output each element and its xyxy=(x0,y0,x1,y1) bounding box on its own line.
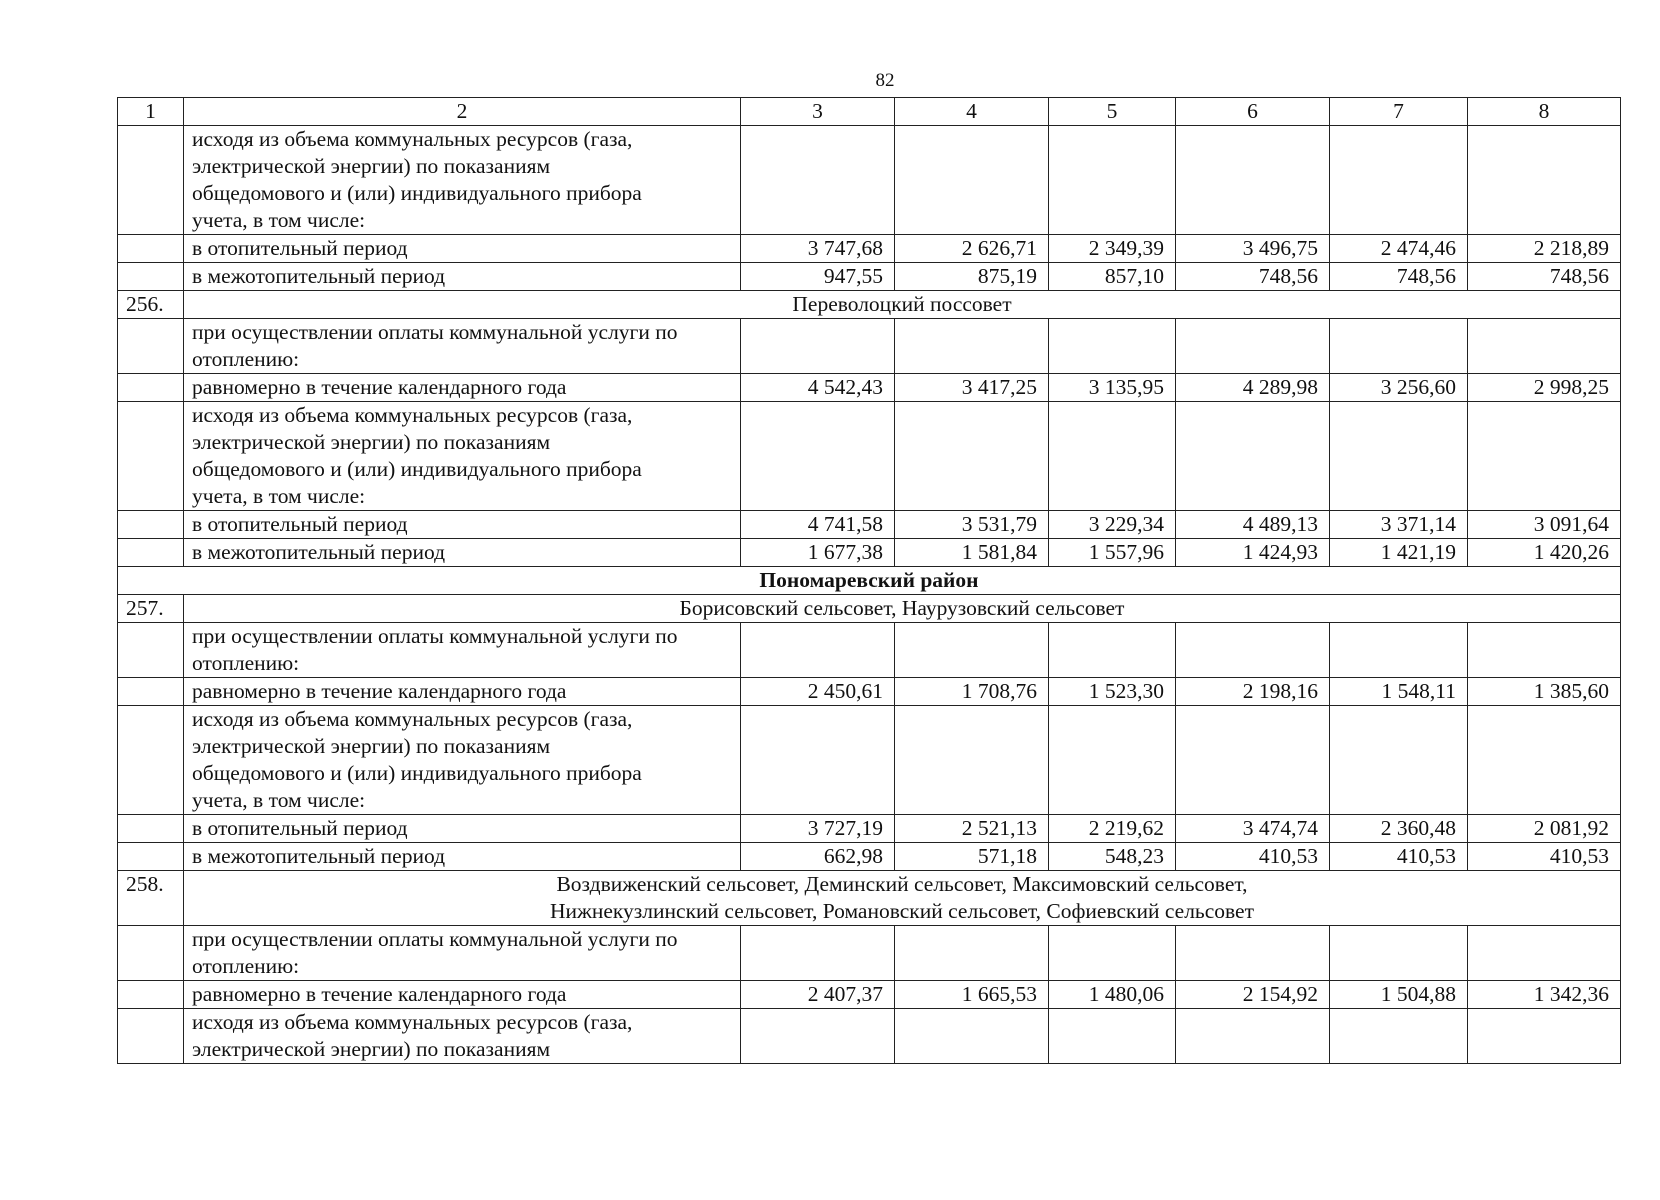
row-index xyxy=(118,539,184,567)
row-index xyxy=(118,374,184,402)
value-cell: 2 218,89 xyxy=(1468,235,1621,263)
table-row xyxy=(118,678,1621,706)
page-number: 82 xyxy=(875,70,895,91)
value-cell: 4 289,98 xyxy=(1176,374,1330,402)
column-header: 7 xyxy=(1330,98,1468,126)
empty-value-cell xyxy=(895,402,1049,511)
value-cell: 410,53 xyxy=(1330,843,1468,871)
empty-value-cell xyxy=(1176,926,1330,981)
value-cell: 1 480,06 xyxy=(1049,981,1176,1009)
table-row xyxy=(118,843,1621,871)
value-cell: 1 424,93 xyxy=(1176,539,1330,567)
value-cell: 1 557,96 xyxy=(1049,539,1176,567)
row-description xyxy=(184,1009,741,1064)
row-label: в межотопительный период xyxy=(184,843,741,871)
empty-value-cell xyxy=(1049,402,1176,511)
settlement-row xyxy=(118,595,1621,623)
description-row xyxy=(118,319,1621,374)
empty-value-cell xyxy=(1330,402,1468,511)
row-label: равномерно в течение календарного года xyxy=(184,374,741,402)
empty-value-cell xyxy=(741,402,895,511)
column-header: 6 xyxy=(1176,98,1330,126)
row-index xyxy=(118,843,184,871)
empty-value-cell xyxy=(1049,623,1176,678)
value-cell: 1 708,76 xyxy=(895,678,1049,706)
empty-value-cell xyxy=(741,319,895,374)
value-cell: 2 081,92 xyxy=(1468,815,1621,843)
table-row xyxy=(118,374,1621,402)
value-cell: 748,56 xyxy=(1176,263,1330,291)
value-cell: 2 998,25 xyxy=(1468,374,1621,402)
empty-value-cell xyxy=(1049,126,1176,235)
empty-value-cell xyxy=(895,926,1049,981)
column-header: 3 xyxy=(741,98,895,126)
row-label: в отопительный период xyxy=(184,815,741,843)
row-index xyxy=(118,319,184,374)
value-cell: 2 450,61 xyxy=(741,678,895,706)
settlement-title xyxy=(184,871,1621,926)
value-cell: 1 665,53 xyxy=(895,981,1049,1009)
description-row xyxy=(118,623,1621,678)
value-cell: 3 135,95 xyxy=(1049,374,1176,402)
value-cell: 1 581,84 xyxy=(895,539,1049,567)
value-cell: 3 371,14 xyxy=(1330,511,1468,539)
value-cell: 947,55 xyxy=(741,263,895,291)
row-label: в межотопительный период xyxy=(184,539,741,567)
empty-value-cell xyxy=(1330,623,1468,678)
value-cell: 3 091,64 xyxy=(1468,511,1621,539)
description-row xyxy=(118,402,1621,511)
description-text: исходя из объема коммунальных ресурсов (газа, электрической энергии) по показаниям общедомового и (или) индивидуального прибора учета, в том числе: xyxy=(192,403,642,508)
row-index xyxy=(118,263,184,291)
description-row xyxy=(118,706,1621,815)
description-text: при осуществлении оплаты коммунальной услуги по отоплению: xyxy=(192,927,678,978)
row-label: равномерно в течение календарного года xyxy=(184,678,741,706)
description-row xyxy=(118,926,1621,981)
empty-value-cell xyxy=(895,706,1049,815)
column-header: 5 xyxy=(1049,98,1176,126)
row-index xyxy=(118,981,184,1009)
row-index xyxy=(118,402,184,511)
value-cell: 2 626,71 xyxy=(895,235,1049,263)
description-row xyxy=(118,126,1621,235)
row-index xyxy=(118,706,184,815)
settlement-title xyxy=(184,291,1621,319)
value-cell: 3 474,74 xyxy=(1176,815,1330,843)
settlement-name: Воздвиженский сельсовет, Деминский сельсовет, Максимовский сельсовет, Нижнекузлинский сельсовет, Романовский сельсовет, Софиевский сельсовет xyxy=(549,872,1254,923)
empty-value-cell xyxy=(1468,402,1621,511)
value-cell: 548,23 xyxy=(1049,843,1176,871)
table-header-row xyxy=(118,98,1621,126)
empty-value-cell xyxy=(1176,319,1330,374)
value-cell: 748,56 xyxy=(1468,263,1621,291)
empty-value-cell xyxy=(1330,319,1468,374)
value-cell: 4 542,43 xyxy=(741,374,895,402)
value-cell: 3 229,34 xyxy=(1049,511,1176,539)
value-cell: 2 360,48 xyxy=(1330,815,1468,843)
value-cell: 3 256,60 xyxy=(1330,374,1468,402)
table-row xyxy=(118,511,1621,539)
description-text: при осуществлении оплаты коммунальной услуги по отоплению: xyxy=(192,624,678,675)
empty-value-cell xyxy=(1468,926,1621,981)
empty-value-cell xyxy=(895,319,1049,374)
row-label: в межотопительный период xyxy=(184,263,741,291)
row-index: 257. xyxy=(118,595,184,623)
empty-value-cell xyxy=(895,1009,1049,1064)
empty-value-cell xyxy=(1049,706,1176,815)
row-description xyxy=(184,926,741,981)
empty-value-cell xyxy=(1468,1009,1621,1064)
empty-value-cell xyxy=(741,926,895,981)
table-row xyxy=(118,815,1621,843)
value-cell: 662,98 xyxy=(741,843,895,871)
description-text: исходя из объема коммунальных ресурсов (газа, электрической энергии) по показаниям общедомового и (или) индивидуального прибора учета, в том числе: xyxy=(192,127,642,232)
value-cell: 4 741,58 xyxy=(741,511,895,539)
row-index xyxy=(118,126,184,235)
row-description xyxy=(184,706,741,815)
value-cell: 3 747,68 xyxy=(741,235,895,263)
settlement-name: Борисовский сельсовет, Наурузовский сельсовет xyxy=(679,596,1125,620)
table-row xyxy=(118,263,1621,291)
empty-value-cell xyxy=(1468,623,1621,678)
value-cell: 1 677,38 xyxy=(741,539,895,567)
value-cell: 2 198,16 xyxy=(1176,678,1330,706)
table-row xyxy=(118,235,1621,263)
value-cell: 748,56 xyxy=(1330,263,1468,291)
row-index xyxy=(118,678,184,706)
row-index xyxy=(118,926,184,981)
empty-value-cell xyxy=(1468,706,1621,815)
empty-value-cell xyxy=(1330,126,1468,235)
value-cell: 1 421,19 xyxy=(1330,539,1468,567)
row-index xyxy=(118,235,184,263)
value-cell: 2 521,13 xyxy=(895,815,1049,843)
value-cell: 571,18 xyxy=(895,843,1049,871)
empty-value-cell xyxy=(1176,126,1330,235)
empty-value-cell xyxy=(1049,926,1176,981)
value-cell: 875,19 xyxy=(895,263,1049,291)
value-cell: 1 548,11 xyxy=(1330,678,1468,706)
column-header: 4 xyxy=(895,98,1049,126)
empty-value-cell xyxy=(1049,319,1176,374)
table-row xyxy=(118,981,1621,1009)
value-cell: 2 349,39 xyxy=(1049,235,1176,263)
row-label: в отопительный период xyxy=(184,511,741,539)
column-header: 8 xyxy=(1468,98,1621,126)
settlement-row xyxy=(118,871,1621,926)
value-cell: 1 342,36 xyxy=(1468,981,1621,1009)
value-cell: 2 154,92 xyxy=(1176,981,1330,1009)
value-cell: 3 727,19 xyxy=(741,815,895,843)
description-row xyxy=(118,1009,1621,1064)
value-cell: 1 385,60 xyxy=(1468,678,1621,706)
settlement-title xyxy=(184,595,1621,623)
empty-value-cell xyxy=(1330,926,1468,981)
description-text: при осуществлении оплаты коммунальной услуги по отоплению: xyxy=(192,320,678,371)
empty-value-cell xyxy=(1049,1009,1176,1064)
row-description xyxy=(184,623,741,678)
empty-value-cell xyxy=(1176,1009,1330,1064)
value-cell: 410,53 xyxy=(1468,843,1621,871)
column-header: 1 xyxy=(118,98,184,126)
value-cell: 410,53 xyxy=(1176,843,1330,871)
empty-value-cell xyxy=(1468,319,1621,374)
value-cell: 2 474,46 xyxy=(1330,235,1468,263)
tariff-table xyxy=(117,97,1621,1064)
empty-value-cell xyxy=(1330,706,1468,815)
empty-value-cell xyxy=(741,126,895,235)
row-index: 256. xyxy=(118,291,184,319)
settlement-row xyxy=(118,291,1621,319)
value-cell: 1 504,88 xyxy=(1330,981,1468,1009)
empty-value-cell xyxy=(895,623,1049,678)
column-header: 2 xyxy=(184,98,741,126)
value-cell: 1 523,30 xyxy=(1049,678,1176,706)
row-description xyxy=(184,126,741,235)
row-description xyxy=(184,319,741,374)
empty-value-cell xyxy=(1176,402,1330,511)
empty-value-cell xyxy=(1176,706,1330,815)
empty-value-cell xyxy=(741,706,895,815)
table-row xyxy=(118,539,1621,567)
value-cell: 3 417,25 xyxy=(895,374,1049,402)
value-cell: 1 420,26 xyxy=(1468,539,1621,567)
value-cell: 2 219,62 xyxy=(1049,815,1176,843)
row-index: 258. xyxy=(118,871,184,926)
empty-value-cell xyxy=(1176,623,1330,678)
value-cell: 3 496,75 xyxy=(1176,235,1330,263)
description-text: исходя из объема коммунальных ресурсов (газа, электрической энергии) по показаниям xyxy=(192,1010,633,1061)
row-index xyxy=(118,623,184,678)
row-label: равномерно в течение календарного года xyxy=(184,981,741,1009)
row-index xyxy=(118,1009,184,1064)
empty-value-cell xyxy=(1468,126,1621,235)
value-cell: 2 407,37 xyxy=(741,981,895,1009)
row-description xyxy=(184,402,741,511)
region-header-row xyxy=(118,567,1621,595)
value-cell: 3 531,79 xyxy=(895,511,1049,539)
row-index xyxy=(118,815,184,843)
empty-value-cell xyxy=(741,623,895,678)
empty-value-cell xyxy=(1330,1009,1468,1064)
region-title: Пономаревский район xyxy=(118,567,1621,595)
settlement-name: Переволоцкий поссовет xyxy=(792,292,1012,316)
row-label: в отопительный период xyxy=(184,235,741,263)
row-index xyxy=(118,511,184,539)
empty-value-cell xyxy=(741,1009,895,1064)
description-text: исходя из объема коммунальных ресурсов (газа, электрической энергии) по показаниям общедомового и (или) индивидуального прибора учета, в том числе: xyxy=(192,707,642,812)
value-cell: 4 489,13 xyxy=(1176,511,1330,539)
value-cell: 857,10 xyxy=(1049,263,1176,291)
empty-value-cell xyxy=(895,126,1049,235)
